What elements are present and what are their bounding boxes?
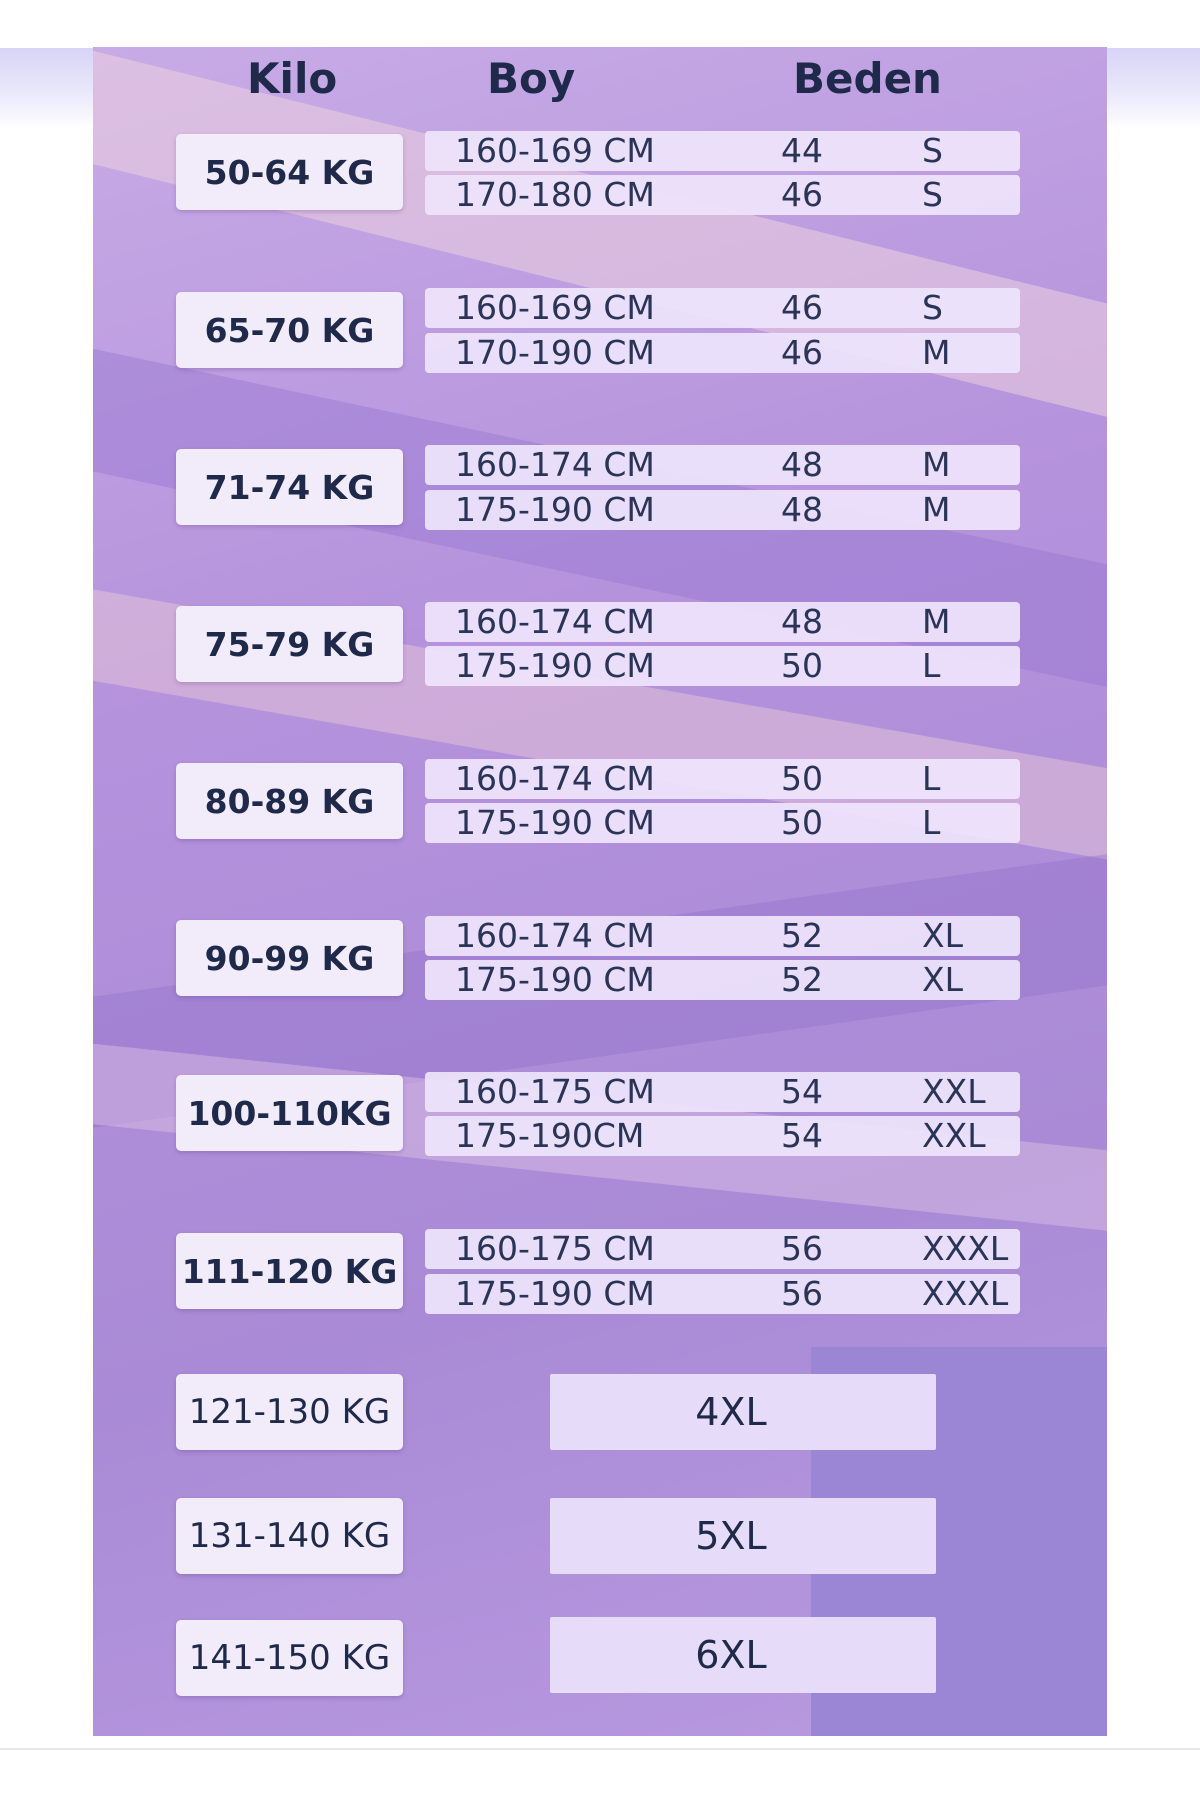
size-row bbox=[425, 1274, 1020, 1314]
size-box bbox=[550, 1617, 936, 1693]
size-letter: L bbox=[922, 646, 941, 685]
weight-range: 50-64 KG bbox=[176, 134, 403, 210]
size-letter: S bbox=[922, 288, 943, 327]
size-letter: S bbox=[922, 131, 943, 170]
size-number: 48 bbox=[781, 602, 823, 641]
size-number: 46 bbox=[781, 175, 823, 214]
height-range: 160-169 CM bbox=[455, 288, 655, 327]
size-row bbox=[425, 131, 1020, 171]
size-row bbox=[425, 1116, 1020, 1156]
size-letter: XL bbox=[922, 960, 963, 999]
size-letter: XL bbox=[922, 916, 963, 955]
height-range: 160-174 CM bbox=[455, 916, 655, 955]
height-range: 175-190 CM bbox=[455, 646, 655, 685]
height-range: 175-190 CM bbox=[455, 1274, 655, 1313]
weight-range: 100-110KG bbox=[176, 1075, 403, 1151]
size-number: 46 bbox=[781, 288, 823, 327]
size-label: 4XL bbox=[695, 1390, 767, 1434]
size-row bbox=[425, 646, 1020, 686]
weight-range: 111-120 KG bbox=[176, 1233, 403, 1309]
size-row bbox=[425, 175, 1020, 215]
height-range: 160-174 CM bbox=[455, 759, 655, 798]
size-row bbox=[425, 288, 1020, 328]
size-row bbox=[425, 1072, 1020, 1112]
weight-range: 80-89 KG bbox=[176, 763, 403, 839]
header-kilo: Kilo bbox=[247, 54, 338, 103]
height-range: 175-190 CM bbox=[455, 960, 655, 999]
size-number: 50 bbox=[781, 759, 823, 798]
size-box bbox=[550, 1498, 936, 1574]
size-letter: S bbox=[922, 175, 943, 214]
height-range: 170-190 CM bbox=[455, 333, 655, 372]
size-number: 52 bbox=[781, 960, 823, 999]
size-label: 5XL bbox=[695, 1514, 767, 1558]
bottom-divider bbox=[0, 1748, 1200, 1750]
size-letter: M bbox=[922, 602, 951, 641]
size-number: 54 bbox=[781, 1072, 823, 1111]
size-number: 52 bbox=[781, 916, 823, 955]
size-number: 54 bbox=[781, 1116, 823, 1155]
weight-range: 75-79 KG bbox=[176, 606, 403, 682]
header-boy: Boy bbox=[487, 54, 576, 103]
size-row bbox=[425, 916, 1020, 956]
height-range: 160-174 CM bbox=[455, 445, 655, 484]
size-letter: XXXL bbox=[922, 1274, 1009, 1313]
size-row bbox=[425, 333, 1020, 373]
height-range: 160-174 CM bbox=[455, 602, 655, 641]
weight-range: 65-70 KG bbox=[176, 292, 403, 368]
size-letter: M bbox=[922, 490, 951, 529]
height-range: 160-175 CM bbox=[455, 1072, 655, 1111]
header-beden: Beden bbox=[793, 54, 942, 103]
size-letter: XXXL bbox=[922, 1229, 1009, 1268]
size-number: 56 bbox=[781, 1229, 823, 1268]
height-range: 160-169 CM bbox=[455, 131, 655, 170]
weight-range: 71-74 KG bbox=[176, 449, 403, 525]
weight-range: 131-140 KG bbox=[176, 1498, 403, 1574]
weight-range: 141-150 KG bbox=[176, 1620, 403, 1696]
size-letter: M bbox=[922, 333, 951, 372]
height-range: 170-180 CM bbox=[455, 175, 655, 214]
size-letter: L bbox=[922, 803, 941, 842]
size-row bbox=[425, 445, 1020, 485]
size-number: 46 bbox=[781, 333, 823, 372]
size-number: 50 bbox=[781, 803, 823, 842]
size-row bbox=[425, 759, 1020, 799]
weight-range: 90-99 KG bbox=[176, 920, 403, 996]
size-number: 50 bbox=[781, 646, 823, 685]
size-label: 6XL bbox=[695, 1633, 767, 1677]
height-range: 160-175 CM bbox=[455, 1229, 655, 1268]
size-row bbox=[425, 960, 1020, 1000]
size-row bbox=[425, 602, 1020, 642]
size-letter: XXL bbox=[922, 1116, 986, 1155]
size-number: 56 bbox=[781, 1274, 823, 1313]
size-row bbox=[425, 1229, 1020, 1269]
size-box bbox=[550, 1374, 936, 1450]
size-letter: M bbox=[922, 445, 951, 484]
size-number: 48 bbox=[781, 445, 823, 484]
height-range: 175-190CM bbox=[455, 1116, 645, 1155]
size-row bbox=[425, 803, 1020, 843]
height-range: 175-190 CM bbox=[455, 803, 655, 842]
size-letter: L bbox=[922, 759, 941, 798]
weight-range: 121-130 KG bbox=[176, 1374, 403, 1450]
size-letter: XXL bbox=[922, 1072, 986, 1111]
height-range: 175-190 CM bbox=[455, 490, 655, 529]
size-number: 44 bbox=[781, 131, 823, 170]
size-number: 48 bbox=[781, 490, 823, 529]
size-row bbox=[425, 490, 1020, 530]
